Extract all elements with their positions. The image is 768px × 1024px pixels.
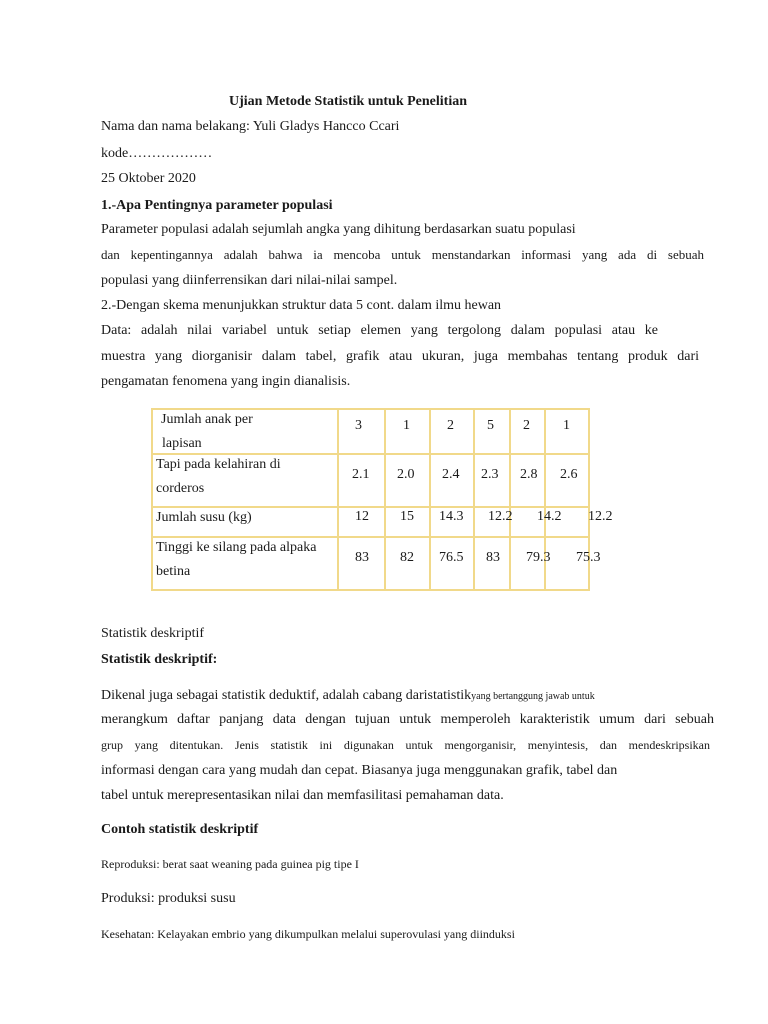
example-item: Reproduksi: berat saat weaning pada guinea pig tipe I	[101, 857, 359, 871]
row-label-line: Tinggi ke silang pada alpaka	[156, 540, 317, 555]
table-cell: 76.5	[439, 550, 464, 565]
table-rule	[509, 408, 511, 590]
table-row-label	[161, 408, 253, 456]
table-rule	[337, 408, 339, 590]
table-cell: 2.8	[520, 467, 538, 482]
table-rule	[151, 408, 153, 590]
q2-line: Data: adalah nilai variabel untuk setiap elemen yang tergolong dalam populasi atau ke	[101, 323, 658, 338]
table-cell: 14.2	[537, 509, 562, 524]
sd-line: informasi dengan cara yang mudah dan cepat. Biasanya juga menggunakan grafik, tabel dan	[101, 763, 618, 778]
example-item: Kesehatan: Kelayakan embrio yang dikumpulkan melalui superovulasi yang diinduksi	[101, 927, 515, 941]
sd-line: merangkum daftar panjang data dengan tujuan untuk memperoleh karakteristik umum dari sebuah	[101, 712, 714, 727]
table-cell: 12.2	[588, 509, 613, 524]
sd-line: grup yang ditentukan. Jenis statistik ini digunakan untuk mengorganisir, menyintesis, dan mendeskripsikan	[101, 738, 710, 752]
table-cell: 14.3	[439, 509, 464, 524]
table-rule	[429, 408, 431, 590]
row-label-line: lapisan	[162, 436, 202, 451]
date-line: 25 Oktober 2020	[101, 171, 196, 186]
table-cell: 3	[355, 418, 362, 433]
row-label-line: Tapi pada kelahiran di	[156, 457, 281, 472]
q1-line: dan kepentingannya adalah bahwa ia mencoba untuk menstandarkan informasi yang ada di sebuah	[101, 247, 704, 262]
table-cell: 2.4	[442, 467, 460, 482]
q1-line: Parameter populasi adalah sejumlah angka yang dihitung berdasarkan suatu populasi	[101, 222, 576, 237]
table-cell: 83	[486, 550, 500, 565]
q1-heading: 1.-Apa Pentingnya parameter populasi	[101, 198, 333, 213]
section-title-plain: Statistik deskriptif	[101, 626, 205, 641]
table-rule	[151, 506, 590, 508]
examples-heading: Contoh statistik deskriptif	[101, 822, 259, 837]
table-cell: 2	[523, 418, 530, 433]
document-title: Ujian Metode Statistik untuk Penelitian	[229, 94, 468, 109]
table-cell: 2	[447, 418, 454, 433]
table-cell: 2.1	[352, 467, 370, 482]
table-row-label: Jumlah susu (kg)	[156, 510, 252, 525]
section-title-bold: Statistik deskriptif:	[101, 652, 218, 667]
table-rule	[151, 589, 590, 591]
table-rule	[384, 408, 386, 590]
table-cell: 12	[355, 509, 369, 524]
example-item: Produksi: produksi susu	[101, 891, 236, 906]
table-row-label	[156, 536, 316, 584]
table-cell: 5	[487, 418, 494, 433]
table-rule	[473, 408, 475, 590]
table-cell: 1	[563, 418, 570, 433]
table-cell: 1	[403, 418, 410, 433]
name-line: Nama dan nama belakang: Yuli Gladys Hancco Ccari	[101, 119, 400, 134]
sd-line	[101, 686, 595, 704]
q2-line: muestra yang diorganisir dalam tabel, grafik atau ukuran, juga membahas tentang produk dari	[101, 349, 699, 364]
row-label-line: Jumlah anak per	[161, 412, 253, 427]
table-cell: 2.6	[560, 467, 578, 482]
table-cell: 2.0	[397, 467, 415, 482]
table-row-label	[156, 453, 281, 501]
sd-line: tabel untuk merepresentasikan nilai dan memfasilitasi pemahaman data.	[101, 788, 504, 803]
sd-line-small: yang bertanggung jawab untuk	[471, 691, 595, 702]
table-cell: 79.3	[526, 550, 551, 565]
sd-line-main: Dikenal juga sebagai statistik deduktif, adalah cabang daristatistik	[101, 688, 472, 703]
row-label-line: corderos	[156, 481, 205, 496]
code-line: kode………………	[101, 146, 213, 161]
data-table	[151, 408, 613, 590]
table-cell: 15	[400, 509, 414, 524]
row-label-line: betina	[156, 564, 191, 579]
q1-line: populasi yang diinferrensikan dari nilai-nilai sampel.	[101, 273, 398, 288]
table-cell: 75.3	[576, 550, 601, 565]
q2-line: pengamatan fenomena yang ingin dianalisis.	[101, 374, 351, 389]
table-cell: 83	[355, 550, 369, 565]
table-cell: 82	[400, 550, 414, 565]
q2-heading: 2.-Dengan skema menunjukkan struktur data 5 cont. dalam ilmu hewan	[101, 298, 502, 313]
table-cell: 12.2	[488, 509, 513, 524]
table-cell: 2.3	[481, 467, 499, 482]
